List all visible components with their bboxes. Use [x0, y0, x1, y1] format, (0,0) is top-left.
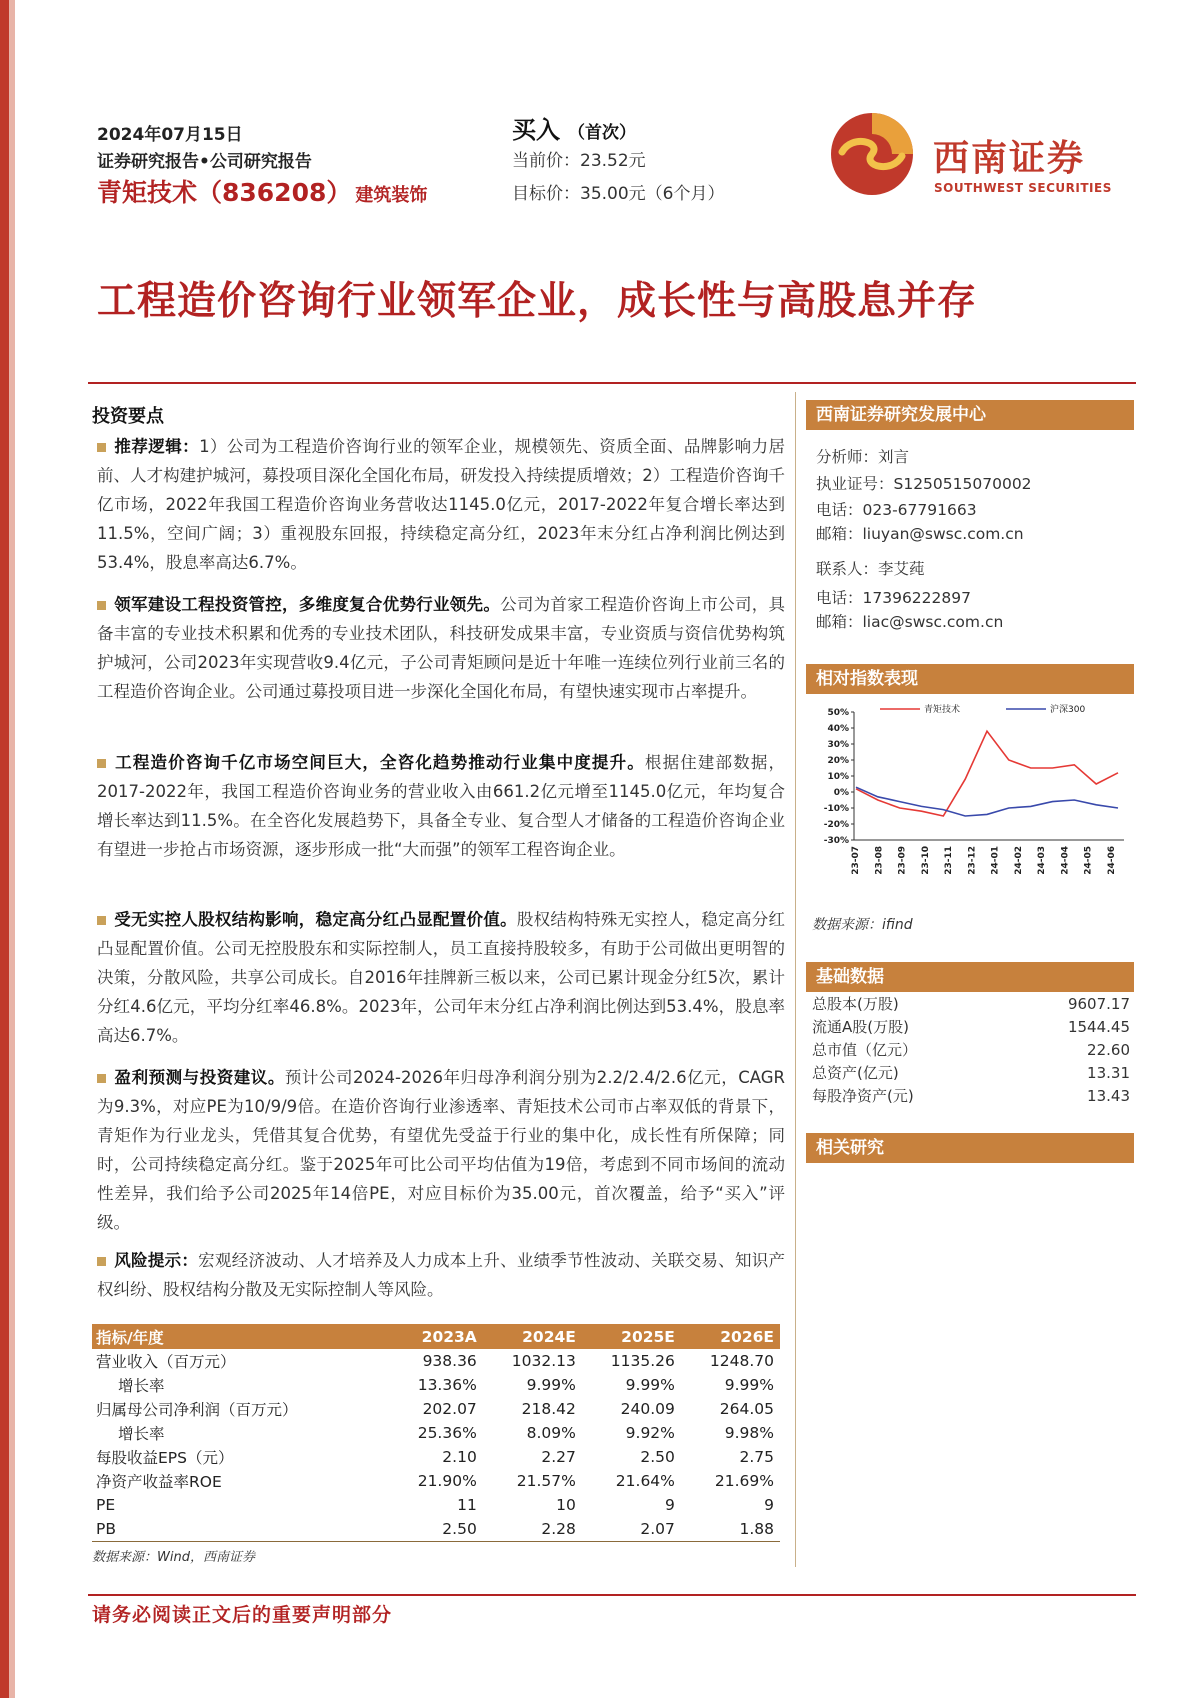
highlights-title: 投资要点 — [92, 406, 164, 427]
highlight-heading: 工程造价咨询千亿市场空间巨大，全咨化趋势推动行业集中度提升。 — [114, 753, 645, 772]
highlight-heading: 推荐逻辑： — [114, 437, 200, 456]
y-tick-label: -30% — [823, 836, 849, 846]
highlight-heading: 风险提示： — [114, 1251, 199, 1270]
y-tick-label: -20% — [823, 820, 849, 830]
current-price: 当前价：23.52元 — [512, 151, 646, 171]
bullet-icon — [97, 443, 106, 452]
table-cell: 9 — [665, 1496, 675, 1514]
highlight-text: 宏观经济波动、人才培养及人力成本上升、业绩季节性波动、关联交易、知识产权纠纷、股权结构分散及无实际控制人等风险。 — [97, 1251, 786, 1299]
highlight-text: 公司为首家工程造价咨询上市公司，具备丰富的专业技术积累和优秀的专业技术团队，科技研发成果丰富，专业资质与资信优势构筑护城河，公司2023年实现营收9.4亿元，子公司青矩顾问是近十年唯一连续位列行业前三名的工程造价咨询企业。公司通过募投项目进一步深化全国化布局，有望快速实现市占率提升。 — [97, 595, 786, 701]
x-tick-label: 24-02 — [1013, 846, 1024, 875]
company-logo-icon — [830, 112, 914, 196]
y-tick-label: -10% — [823, 804, 849, 814]
y-tick-label: 40% — [827, 724, 849, 734]
table-cell: 1032.13 — [511, 1352, 576, 1370]
basic-value: 22.60 — [1087, 1041, 1130, 1059]
table-cell: 9.99% — [724, 1376, 774, 1394]
left-accent-bar — [0, 0, 9, 1698]
table-header-row — [92, 1324, 780, 1349]
report-type: 证券研究报告•公司研究报告 — [97, 152, 312, 172]
highlight-heading: 领军建设工程投资管控，多维度复合优势行业领先。 — [114, 595, 501, 614]
table-cell: 264.05 — [719, 1400, 774, 1418]
highlight-item — [97, 590, 785, 706]
x-tick-label: 23-09 — [897, 846, 908, 875]
row-label: 归属母公司净利润（百万元） — [96, 1401, 298, 1419]
logo-text-en: SOUTHWEST SECURITIES — [934, 181, 1112, 195]
highlight-heading: 受无实控人股权结构影响，稳定高分红凸显配置价值。 — [114, 910, 517, 929]
table-cell: 1135.26 — [610, 1352, 675, 1370]
y-tick-label: 0% — [833, 788, 849, 798]
row-label: 增长率 — [118, 1425, 165, 1443]
target-price: 目标价：35.00元（6个月） — [512, 184, 725, 204]
table-row — [92, 1445, 780, 1469]
column-header: 2023A — [391, 1324, 483, 1349]
table-cell: 9 — [764, 1496, 774, 1514]
table-cell: 21.90% — [417, 1472, 477, 1490]
contact-phone: 电话：17396222897 — [816, 589, 971, 607]
x-tick-label: 23-08 — [874, 846, 885, 875]
row-label: 每股收益EPS（元） — [96, 1449, 234, 1467]
table-cell: 2.10 — [442, 1448, 477, 1466]
x-tick-label: 24-03 — [1037, 846, 1048, 875]
highlight-item — [97, 1246, 785, 1304]
basic-value: 1544.45 — [1067, 1018, 1130, 1036]
table-row — [92, 1493, 780, 1517]
y-tick-label: 50% — [827, 708, 849, 718]
highlight-item — [97, 748, 785, 864]
table-cell: 10 — [556, 1496, 576, 1514]
row-label: 增长率 — [118, 1377, 165, 1395]
x-tick-label: 23-11 — [944, 846, 955, 875]
y-tick-label: 20% — [827, 756, 849, 766]
table-cell: 21.64% — [615, 1472, 675, 1490]
table-cell: 2.50 — [391, 1517, 483, 1542]
forecast-table — [92, 1324, 780, 1542]
bullet-icon — [97, 916, 106, 925]
x-tick-label: 24-06 — [1107, 846, 1117, 875]
table-cell: 240.09 — [620, 1400, 675, 1418]
highlight-item — [97, 905, 785, 1050]
bullet-icon — [97, 759, 106, 768]
report-date: 2024年07月15日 — [97, 125, 243, 145]
basic-label: 总股本(万股) — [812, 995, 899, 1013]
x-tick-label: 24-04 — [1060, 846, 1071, 875]
table-cell: 9.99% — [526, 1376, 576, 1394]
analyst-phone: 电话：023-67791663 — [816, 501, 977, 519]
table-cell: 1.88 — [681, 1517, 780, 1542]
table-cell: 11 — [457, 1496, 477, 1514]
legend-label: 青矩技术 — [924, 705, 961, 715]
basic-label: 流通A股(万股) — [812, 1018, 909, 1036]
table-cell: 2.28 — [483, 1517, 582, 1542]
table-cell: 21.69% — [714, 1472, 774, 1490]
table-cell: 25.36% — [417, 1424, 477, 1442]
x-tick-label: 24-01 — [990, 846, 1001, 875]
y-tick-label: 10% — [827, 772, 849, 782]
basic-row — [812, 1039, 1130, 1062]
highlight-heading: 盈利预测与投资建议。 — [114, 1068, 285, 1087]
highlight-text: 预计公司2024-2026年归母净利润分别为2.2/2.4/2.6亿元，CAGR为9.3%，对应PE为10/9/9倍。在造价咨询行业渗透率、青矩技术公司市占率双低的背景下，青矩作为行业龙头，凭借其复合优势，有望优先受益于行业的集中化，成长性有所保障；同时，公司持续稳定高分红。鉴于2025年可比公司平均估值为19倍，考虑到不同市场间的流动性差异，我们给予公司2025年14倍PE，对应目标价为35.00元，首次覆盖，给予“买入”评级。 — [97, 1068, 786, 1232]
analyst-name: 分析师：刘言 — [816, 448, 910, 466]
table-cell: 2.27 — [541, 1448, 576, 1466]
table-cell: 2.07 — [582, 1517, 681, 1542]
highlight-text: 股权结构特殊无实控人，稳定高分红凸显配置价值。公司无控股股东和实际控制人，员工直接持股较多，有助于公司做出更明智的决策，分散风险，共享公司成长。自2016年挂牌新三板以来，公司已累计现金分红5次，累计分红4.6亿元，平均分红率46.8%。2023年，公司年末分红占净利润比例达到53.4%，股息率高达6.7%。 — [97, 910, 786, 1045]
related-research-bar: 相关研究 — [806, 1133, 1134, 1163]
x-tick-label: 23-07 — [851, 846, 861, 875]
table-row — [92, 1421, 780, 1445]
table-row — [92, 1349, 780, 1373]
basic-label: 总资产(亿元) — [812, 1064, 899, 1082]
row-label: 营业收入（百万元） — [96, 1353, 236, 1371]
bullet-icon — [97, 1074, 106, 1083]
basic-value: 9607.17 — [1067, 995, 1130, 1013]
index-chart-bar: 相对指数表现 — [806, 664, 1134, 694]
basic-data-list — [812, 993, 1130, 1108]
table-source: 数据来源：Wind，西南证券 — [92, 1550, 255, 1565]
y-tick-label: 30% — [827, 740, 849, 750]
table-cell: 218.42 — [521, 1400, 576, 1418]
series-line-hs300 — [856, 787, 1118, 816]
rating-label: 买入 — [512, 116, 560, 144]
basic-value: 13.31 — [1087, 1064, 1130, 1082]
row-label: 净资产收益率ROE — [96, 1473, 222, 1491]
company-name: 青矩技术（836208） — [97, 178, 352, 207]
table-cell: 202.07 — [422, 1400, 477, 1418]
footer-notice: 请务必阅读正文后的重要声明部分 — [92, 1604, 393, 1626]
industry-label: 建筑装饰 — [355, 185, 428, 206]
left-accent-bar-light — [9, 0, 15, 1698]
table-row — [92, 1397, 780, 1421]
chart-source: 数据来源：ifind — [812, 917, 913, 933]
table-cell: 13.36% — [417, 1376, 477, 1394]
highlight-text: 1）公司为工程造价咨询行业的领军企业，规模领先、资质全面、品牌影响力居前、人才构建护城河，募投项目深化全国化布局，研发投入持续提质增效；2）工程造价咨询千亿市场，2022年我国工程造价咨询业务营收达1145.0亿元，2017-2022年复合增长率达到11.5%，空间广阔；3）重视股东回报，持续稳定高分红，2023年末分红占净利润比例达到53.4%，股息率高达6.7%。 — [97, 437, 786, 572]
research-center-bar: 西南证券研究发展中心 — [806, 400, 1134, 430]
table-cell: 9.92% — [625, 1424, 675, 1442]
row-label: PB — [92, 1517, 391, 1542]
basic-data-bar: 基础数据 — [806, 962, 1134, 992]
table-cell: 9.98% — [724, 1424, 774, 1442]
table-row — [92, 1517, 780, 1542]
table-cell: 9.99% — [625, 1376, 675, 1394]
series-line-qingju — [856, 731, 1118, 816]
report-headline: 工程造价咨询行业领军企业，成长性与高股息并存 — [97, 279, 978, 324]
stock-title — [97, 173, 427, 209]
table-cell: 938.36 — [422, 1352, 477, 1370]
contact-name: 联系人：李艾莼 — [816, 560, 925, 578]
column-header: 2025E — [582, 1324, 681, 1349]
table-cell: 1248.70 — [709, 1352, 774, 1370]
basic-row — [812, 993, 1130, 1016]
bullet-icon — [97, 1257, 106, 1266]
x-tick-label: 24-05 — [1083, 846, 1094, 875]
table-cell: 2.50 — [640, 1448, 675, 1466]
basic-label: 总市值（亿元） — [812, 1041, 918, 1059]
table-row — [92, 1469, 780, 1493]
analyst-license: 执业证号：S1250515070002 — [816, 475, 1032, 493]
rating — [512, 110, 636, 145]
column-header: 2026E — [681, 1324, 780, 1349]
divider — [88, 382, 1136, 384]
relative-index-chart — [806, 700, 1134, 910]
column-divider — [795, 392, 796, 1567]
x-tick-label: 23-10 — [920, 846, 931, 875]
table-cell: 2.75 — [739, 1448, 774, 1466]
contact-email: 邮箱：liac@swsc.com.cn — [816, 613, 1004, 631]
rating-note: （首次） — [568, 123, 636, 143]
highlight-text: 根据住建部数据，2017-2022年，我国工程造价咨询业务的营业收入由661.2亿元增至1145.0亿元，年均复合增长率达到11.5%。在全咨化发展趋势下，具备全专业、复合型人才储备的工程造价咨询企业有望进一步抢占市场资源，逐步形成一批“大而强”的领军工程咨询企业。 — [97, 753, 786, 859]
row-label: PE — [96, 1496, 116, 1514]
basic-value: 13.43 — [1087, 1087, 1130, 1105]
bullet-icon — [97, 601, 106, 610]
basic-row — [812, 1062, 1130, 1085]
basic-row — [812, 1085, 1130, 1108]
basic-row — [812, 1016, 1130, 1039]
table-cell: 21.57% — [516, 1472, 576, 1490]
x-tick-label: 23-12 — [967, 846, 978, 875]
highlight-item — [97, 1063, 785, 1237]
analyst-email: 邮箱：liuyan@swsc.com.cn — [816, 525, 1024, 543]
legend-label: 沪深300 — [1050, 705, 1086, 715]
table-cell: 8.09% — [526, 1424, 576, 1442]
table-row — [92, 1373, 780, 1397]
footer-divider — [88, 1594, 1136, 1596]
logo-text-cn: 西南证券 — [933, 137, 1086, 179]
highlight-item — [97, 432, 785, 577]
basic-label: 每股净资产(元) — [812, 1087, 914, 1105]
column-header: 指标/年度 — [92, 1324, 391, 1349]
column-header: 2024E — [483, 1324, 582, 1349]
